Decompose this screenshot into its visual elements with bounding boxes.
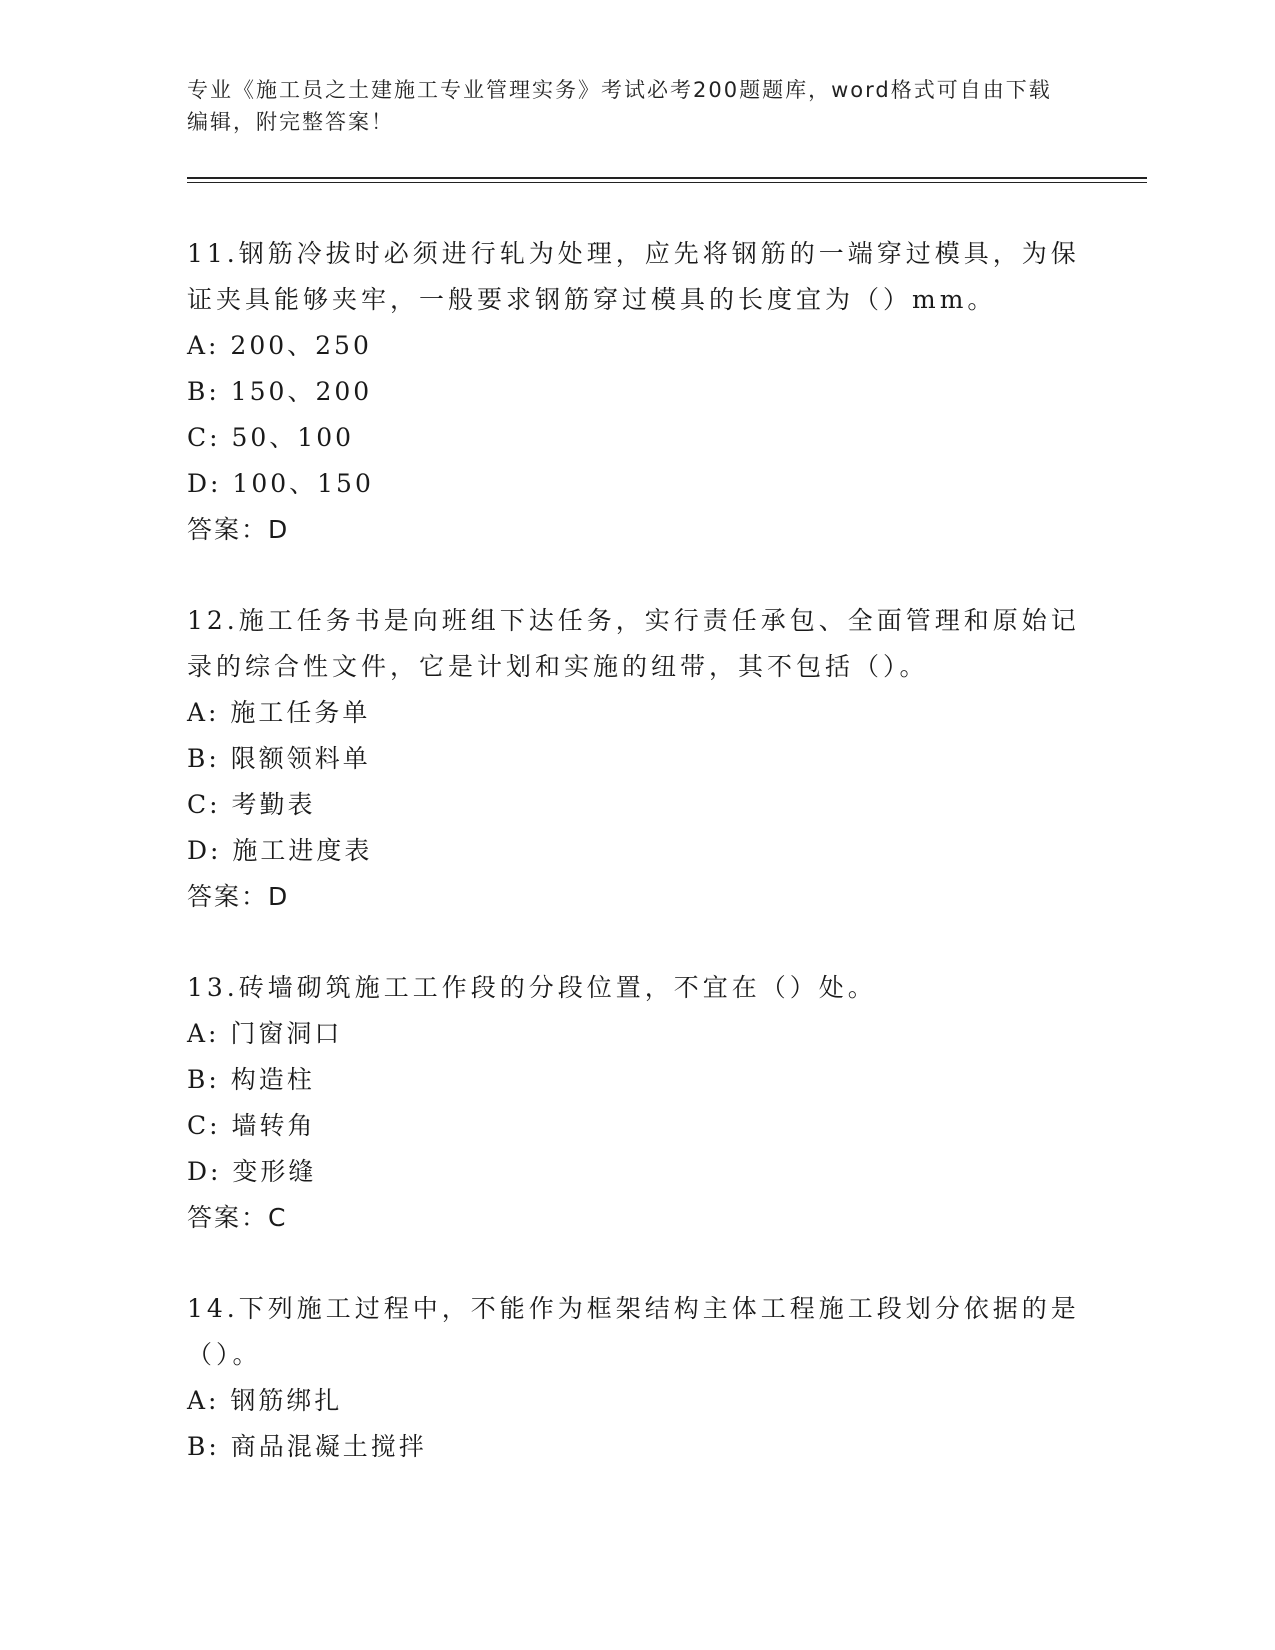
answer-line: 答案：C (187, 1203, 288, 1232)
option-b: B: 构造柱 (187, 1065, 315, 1094)
question-11 (187, 231, 1087, 553)
question-stem: 13.砖墙砌筑施工工作段的分段位置，不宜在（）处。 (187, 973, 877, 1002)
option-b: B: 商品混凝土搅拌 (187, 1432, 427, 1461)
option-b: B: 150、200 (187, 377, 373, 406)
header-divider-thick (187, 177, 1147, 179)
question-stem: 14.下列施工过程中，不能作为框架结构主体工程施工段划分依据的是（）。 (187, 1294, 1080, 1369)
option-d: D: 施工进度表 (187, 836, 373, 865)
option-a: A: 门窗洞口 (187, 1019, 343, 1048)
answer-line: 答案：D (187, 882, 290, 911)
option-d: D: 100、150 (187, 469, 374, 498)
question-14 (187, 1286, 1087, 1470)
question-13 (187, 965, 1087, 1241)
option-d: D: 变形缝 (187, 1157, 317, 1186)
question-stem: 11.钢筋冷拔时必须进行轧为处理，应先将钢筋的一端穿过模具，为保证夹具能够夹牢，一般要求钢筋穿过模具的长度宜为（）mm。 (187, 239, 1080, 314)
answer-line: 答案：D (187, 515, 290, 544)
option-c: C: 墙转角 (187, 1111, 316, 1140)
question-stem: 12.施工任务书是向班组下达任务，实行责任承包、全面管理和原始记录的综合性文件，它是计划和实施的纽带，其不包括（）。 (187, 606, 1080, 681)
option-c: C: 考勤表 (187, 790, 316, 819)
option-a: A: 钢筋绑扎 (187, 1386, 343, 1415)
header-divider-thin (187, 182, 1147, 183)
option-b: B: 限额领料单 (187, 744, 371, 773)
document-header: 专业《施工员之土建施工专业管理实务》考试必考200题题库，word格式可自由下载编辑，附完整答案！ (187, 78, 1052, 134)
option-a: A: 200、250 (187, 331, 372, 360)
question-12 (187, 598, 1087, 920)
question-list (187, 231, 1087, 1515)
option-c: C: 50、100 (187, 423, 355, 452)
option-a: A: 施工任务单 (187, 698, 371, 727)
